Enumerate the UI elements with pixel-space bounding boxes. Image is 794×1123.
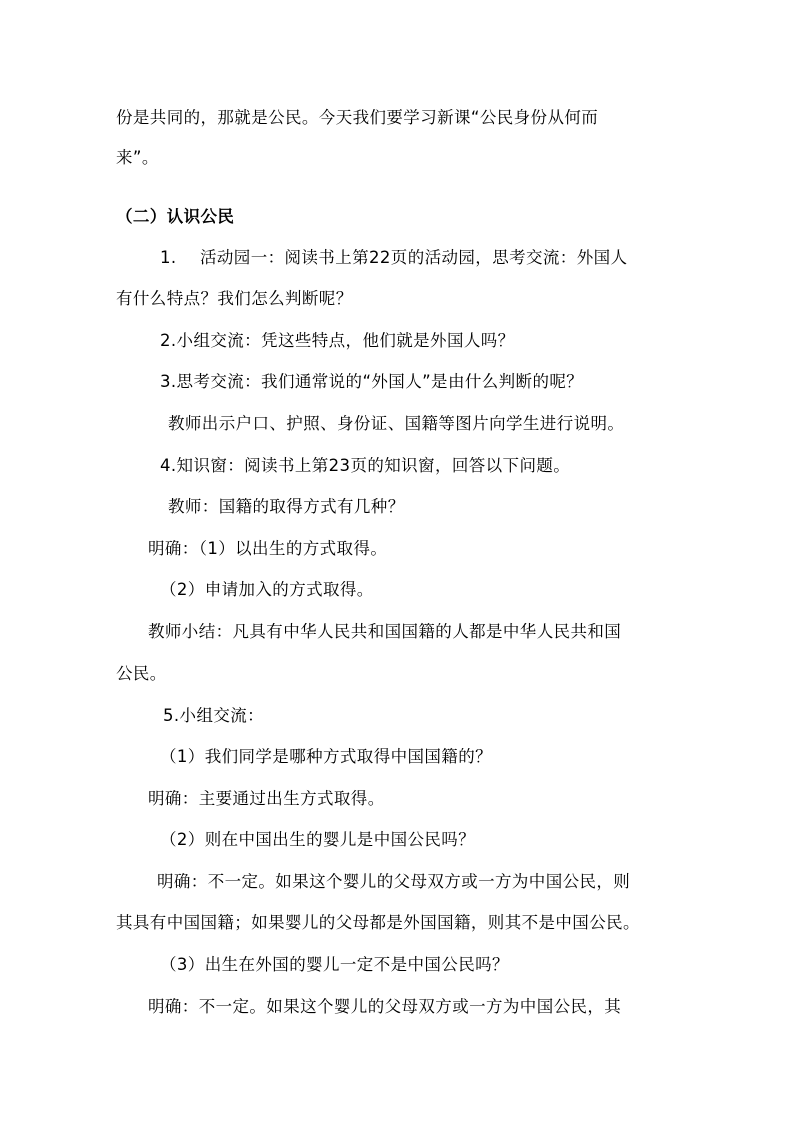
list-item: 4.知识窗：阅读书上第23页的知识窗，回答以下问题。 [160,456,571,475]
list-item-number: 1. [160,248,177,267]
list-item: 5.小组交流： [163,706,265,725]
paragraph-line: 明确：不一定。如果这个婴儿的父母双方或一方为中国公民，其 [148,997,622,1016]
list-item: 2.小组交流：凭这些特点，他们就是外国人吗？ [160,331,515,350]
paragraph-line: 明确：（1）以出生的方式取得。 [148,539,388,558]
paragraph-line: （1）我们同学是哪种方式取得中国国籍的？ [160,747,492,766]
paragraph-line: 来”。 [116,148,159,167]
list-item-text: 活动园一：阅读书上第22页的活动园，思考交流：外国人 [200,248,628,267]
paragraph-line: 教师小结：凡具有中华人民共和国国籍的人都是中华人民共和国 [148,622,622,641]
paragraph-line: （3）出生在外国的婴儿一定不是中国公民吗？ [160,955,509,974]
section-heading: （二）认识公民 [116,207,235,226]
paragraph-line: 公民。 [116,664,167,683]
paragraph-line: （2）申请加入的方式取得。 [160,580,374,599]
paragraph-line: 明确：不一定。如果这个婴儿的父母双方或一方为中国公民，则 [157,872,631,891]
paragraph-line: 其具有中国国籍；如果婴儿的父母都是外国国籍，则其不是中国公民。 [116,913,640,932]
list-item [160,248,627,268]
paragraph-line: 份是共同的，那就是公民。今天我们要学习新课“公民身份从何而 [116,108,599,127]
paragraph-line: 教师出示户口、护照、身份证、国籍等图片向学生进行说明。 [168,414,625,433]
paragraph-line: 明确：主要通过出生方式取得。 [148,789,385,808]
list-item: 3.思考交流：我们通常说的“外国人”是由什么判断的呢？ [160,372,584,391]
paragraph-line: 有什么特点？我们怎么判断呢？ [116,289,353,308]
paragraph-line: （2）则在中国出生的婴儿是中国公民吗？ [160,830,476,849]
paragraph-line: 教师：国籍的取得方式有几种？ [168,497,405,516]
